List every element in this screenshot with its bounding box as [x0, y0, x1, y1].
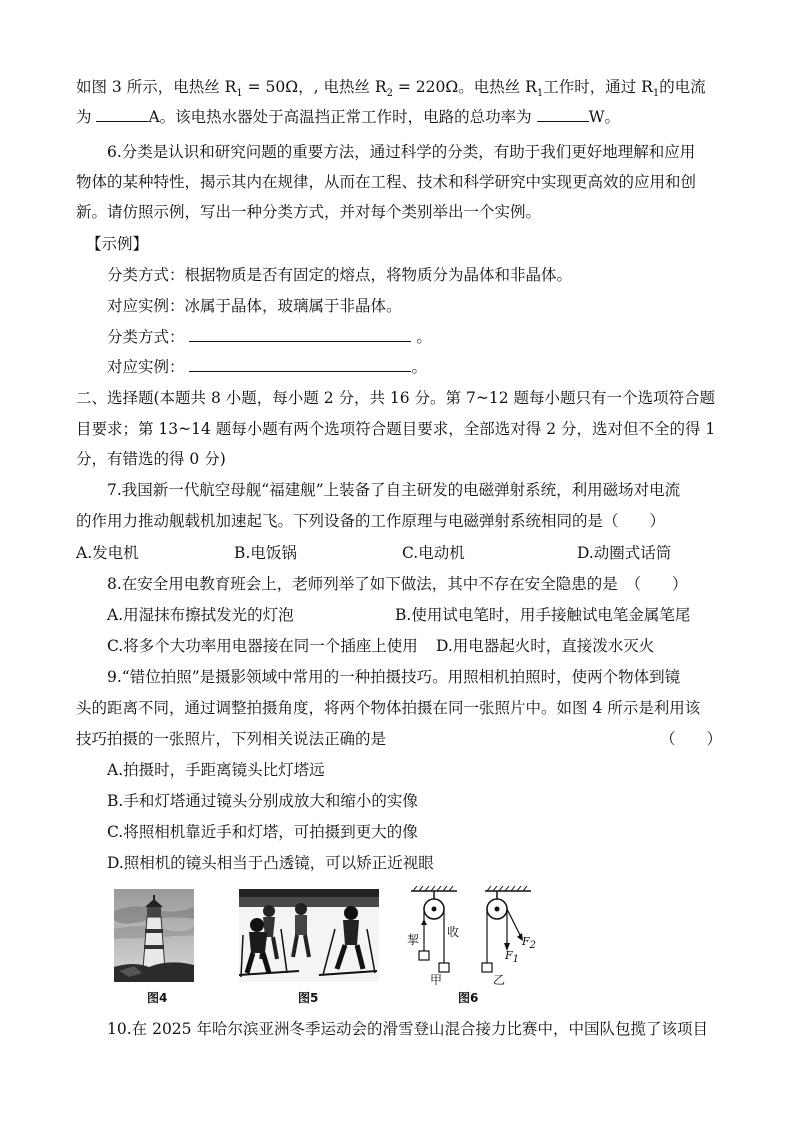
- example-method: 分类方式：根据物质是否有固定的熔点，将物质分为晶体和非晶体。: [107, 266, 573, 284]
- answer-blank-current[interactable]: [96, 107, 148, 122]
- skiers-photo: [239, 889, 379, 982]
- figure-4-lighthouse: [114, 889, 194, 982]
- q8-option-b[interactable]: B.使用试电笔时，用手接触试电笔金属笔尾: [395, 606, 691, 624]
- answer-instance-line: 对应实例： 。: [107, 358, 427, 376]
- q6-line3: 新。请仿照示例，写出一种分类方式，并对每个类别举出一个实例。: [76, 203, 542, 221]
- q8-option-a[interactable]: A.用湿抹布擦拭发光的灯泡: [107, 606, 294, 624]
- q9-option-c[interactable]: C.将照相机靠近手和灯塔，可拍摄到更大的像: [107, 823, 418, 841]
- q5-line1: 如图 3 所示，电热丝 $R_1 = 50\Omega$，, 电热丝 $R_2 = 220\Omega$。电热丝 $R_1$工作时，通过 $R_1$的电流: [76, 78, 706, 100]
- figure-6-caption: 图6: [458, 991, 479, 1005]
- q9-line2: 头的距离不同，通过调整拍摄角度，将两个物体拍摄在同一张照片中。如图 4 所示是利用该: [76, 699, 701, 717]
- q7-line1: 7.我国新一代航空母舰“福建舰”上装备了自主研发的电磁弹射系统，利用磁场对电流: [107, 481, 681, 499]
- answer-blank-method[interactable]: [189, 327, 411, 342]
- figure-5-skiers: [239, 889, 379, 982]
- q8-stem: 8.在安全用电教育班会上，老师列举了如下做法，其中不存在安全隐患的是 （ ）: [107, 575, 688, 593]
- q6-line1: 6.分类是认识和研究问题的重要方法，通过科学的分类，有助于我们更好地理解和应用: [107, 143, 696, 161]
- fig6-label-f2: $F_2$: [522, 935, 537, 952]
- lighthouse-photo: [114, 889, 194, 982]
- q9-line1: 9.“错位拍照”是摄影领域中常用的一种拍摄技巧。用照相机拍照时，使两个物体到镜: [107, 668, 681, 686]
- q9-option-d[interactable]: D.照相机的镜头相当于凸透镜，可以矫正近视眼: [107, 854, 434, 872]
- q7-option-b[interactable]: B.电饭锅: [234, 544, 297, 562]
- q9-option-a[interactable]: A.拍摄时，手距离镜头比灯塔远: [107, 761, 325, 779]
- fig6-label-jia: 甲: [430, 973, 443, 987]
- section2-line1: 二、选择题(本题共 8 小题，每小题 2 分，共 16 分。第 7~12 题每小题只有一个选项符合题: [76, 389, 715, 407]
- figure-6-pulleys: [405, 885, 540, 985]
- section2-line2: 目要求；第 13~14 题每小题有两个选项符合题目要求，全部选对得 2 分，选对但不全的得 1: [76, 420, 716, 438]
- fig6-label-f1: $F_1$: [505, 949, 520, 966]
- q7-line2: 的作用力推动舰载机加速起飞。下列设备的工作原理与电磁弹射系统相同的是（ ）: [76, 512, 666, 530]
- q9-bracket: （ ）: [660, 730, 723, 748]
- example-title: 【示例】: [86, 235, 149, 253]
- q8-option-d[interactable]: D.用电器起火时，直接泼水灭火: [436, 637, 655, 655]
- answer-method-line: 分类方式： 。: [107, 328, 432, 346]
- section2-line3: 分，有错选的得 0 分): [76, 450, 226, 468]
- q10-line1: 10.在 2025 年哈尔滨亚洲冬季运动会的滑雪登山混合接力比赛中，中国队包揽了该项目: [107, 1020, 708, 1038]
- fig6-label-pull: 挈: [407, 933, 420, 947]
- q9-option-b[interactable]: B.手和灯塔通过镜头分别成放大和缩小的实像: [107, 792, 418, 810]
- pulley-diagram: [405, 885, 540, 985]
- q7-option-c[interactable]: C.电动机: [402, 544, 465, 562]
- q6-line2: 物体的某种特性，揭示其内在规律，从而在工程、技术和科学研究中实现更高效的应用和创: [76, 173, 697, 191]
- q8-option-c[interactable]: C.将多个大功率用电器接在同一个插座上使用: [107, 637, 418, 655]
- q9-line3: 技巧拍摄的一张照片，下列相关说法正确的是: [76, 730, 387, 748]
- q7-option-a[interactable]: A.发电机: [76, 544, 139, 562]
- figure-4-caption: 图4: [147, 991, 168, 1005]
- example-instance: 对应实例：冰属于晶体，玻璃属于非晶体。: [107, 297, 402, 315]
- fig6-label-yi: 乙: [493, 973, 506, 987]
- fig6-label-collect: 收: [447, 925, 460, 939]
- q7-option-d[interactable]: D.动圈式话筒: [577, 544, 672, 562]
- answer-blank-power[interactable]: [537, 107, 589, 122]
- answer-blank-instance[interactable]: [189, 357, 411, 372]
- figure-5-caption: 图5: [298, 991, 319, 1005]
- q5-line2: 为 A。该电热水器处于高温挡正常工作时，电路的总功率为 W。: [76, 108, 621, 126]
